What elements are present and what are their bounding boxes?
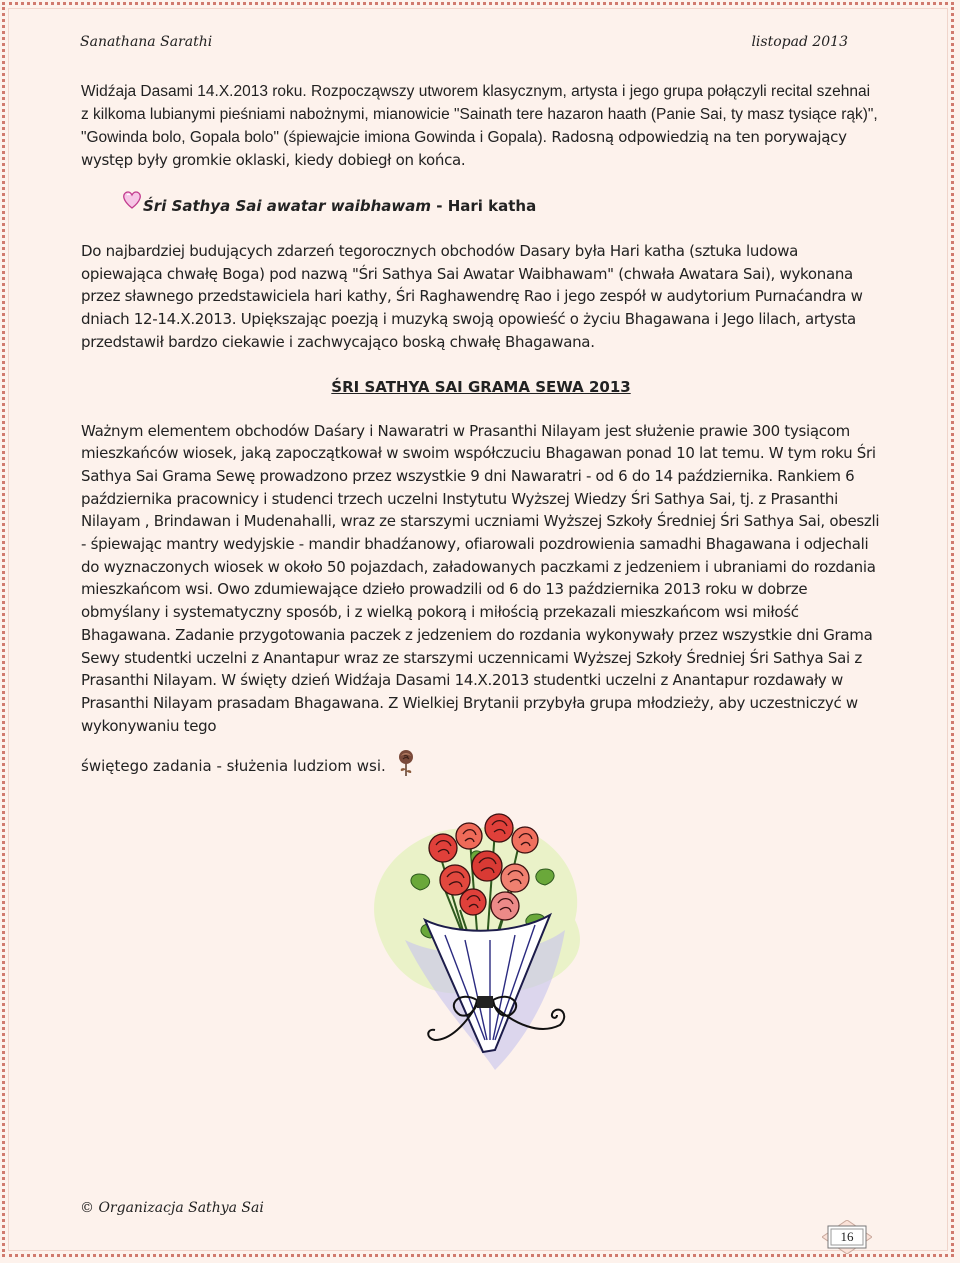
bouquet-illustration bbox=[365, 800, 605, 1085]
closing-line-text: świętego zadania - służenia ludziom wsi. bbox=[81, 757, 386, 776]
page-number: 16 bbox=[840, 1229, 854, 1244]
issue-date: listopad 2013 bbox=[751, 34, 848, 50]
intro-paragraph-part-1: Widźaja Dasami 14.X.2013 roku. Rozpocząwszy utworem klasycznym, artysta i jego grupa połączyli recital szehnai z kilkoma lubianymi pieśniami nabożnymi, mianowicie "Sainath tere hazaron haath (Panie Sai, ty masz tysiące rąk)", "Gowinda bolo, Gopala bolo" (śpiewajcie imiona Gowinda i Gopala). bbox=[81, 83, 878, 146]
subheading bbox=[143, 195, 881, 217]
subheading-italic: Śri Sathya Sai awatar waibhawam bbox=[143, 197, 432, 215]
closing-line bbox=[81, 749, 881, 781]
rose-icon bbox=[395, 749, 417, 781]
intro-paragraph-part-2: Radosną odpowiedzią na ten porywający występ były gromkie oklaski, kiedy dobiegł on końca. bbox=[81, 128, 847, 169]
article-content bbox=[81, 80, 881, 781]
heart-icon bbox=[121, 189, 143, 217]
hari-katha-paragraph: Do najbardziej budujących zdarzeń tegorocznych obchodów Dasary była Hari katha (sztuka ludowa opiewająca chwałę Boga) pod nazwą "Śri Sathya Sai Awatar Waibhawam" (chwała Awatara Sai), wykonana przez sławnego przedstawiciela hari kathy, Śri Raghawendrę Rao i jego zespół w audytorium Purnaćandra w dniach 12-14.X.2013. Upiększając poezją i muzyką swoją opowieść o życiu Bhagawana i Jego lilach, artysta przedstawił bardzo ciekawie i zachwycająco boską chwałę Bhagawana. bbox=[81, 242, 863, 351]
grama-sewa-paragraph: Ważnym elementem obchodów Daśary i Nawaratri w Prasanthi Nilayam jest służenie prawie 300 tysiącom mieszkańców wiosek, jaką zapoczątkował w swoim współczuciu Bhagawan ponad 10 lat temu. W tym roku Śri Sathya Sai Grama Sewę prowadzono przez wszystkie 9 dni Nawaratri - od 6 do 14 października. Rankiem 6 października pracownicy i studenci trzech uczelni Instytutu Wyższej Wiedzy Śri Sathya Sai, tj. z Prasanthi Nilayam , Brindawan i Mudenahalli, wraz ze starszymi uczniami Wyższej Szkoły Średniej Śri Sathya Sai, obeszli - śpiewając mantry wedyjskie - mandir bhadźanowy, ofiarowali pozdrowienia samadhi Bhagawana i odjechali do wyznaczonych wiosek w około 50 pojazdach, załadowanych paczkami z jedzeniem i ubraniami do rozdania mieszkańcom wsi. Owo zdumiewające dzieło prowadzili od 6 do 13 października 2013 roku w dobrze obmyślany i systematyczny sposób, i z wielką pokorą i miłością przekazali mieszkańcom wsi miłość Bhagawana. Zadanie przygotowania paczek z jedzeniem do rozdania wykonywały przez wszystkie dni Grama Sewy studentki uczelni z Anantapur wraz ze starszymi uczennicami Wyższej Szkoły Średniej Śri Sathya Sai z Prasanthi Nilayam. W święty dzień Widźaja Dasami 14.X.2013 studentki uczelni z Anantapur rozdawały w Prasanthi Nilayam prasadam Bhagawana. Z Wielkiej Brytanii przybyła grupa młodzieży, aby uczestniczyć w wykonywaniu tego bbox=[81, 421, 880, 735]
footer-copyright: © Organizacja Sathya Sai bbox=[80, 1200, 264, 1216]
subheading-rest: - Hari katha bbox=[431, 197, 537, 215]
intro-paragraph bbox=[81, 80, 881, 172]
section-title: ŚRI SATHYA SAI GRAMA SEWA 2013 bbox=[331, 377, 631, 396]
publication-title: Sanathana Sarathi bbox=[80, 34, 213, 50]
page-number-badge bbox=[822, 1220, 872, 1254]
